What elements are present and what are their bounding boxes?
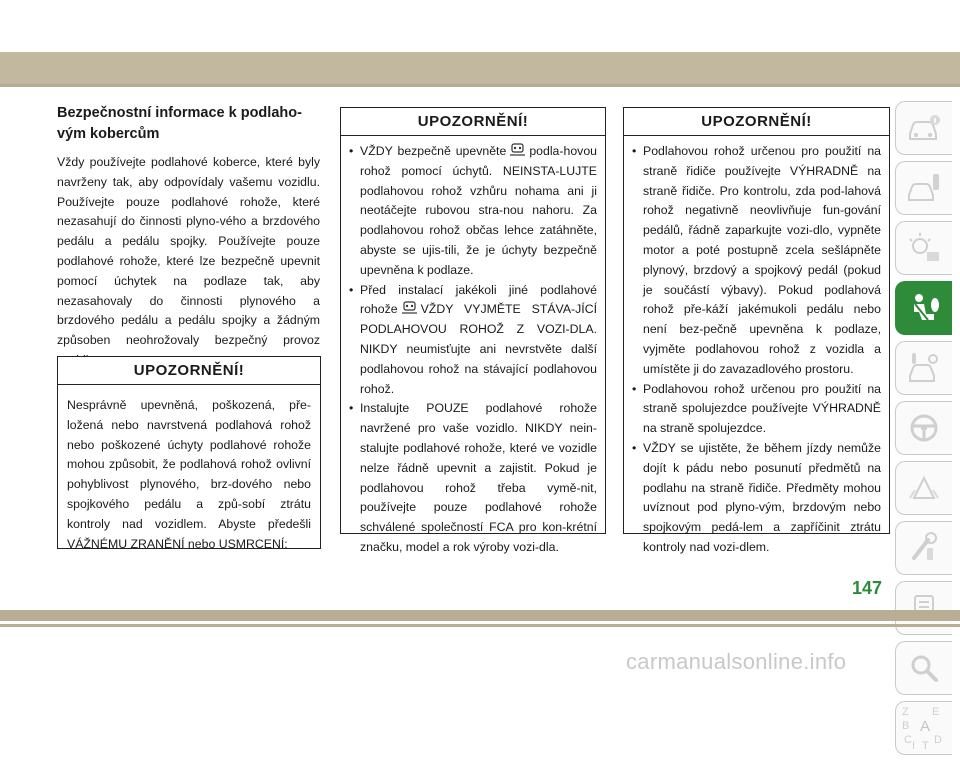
list-item: • VŽDY bezpečně upevněte podla-hovou rohož pomocí úchytů. NEINSTA-LUJTE podlahovou rohož vzhůru nohama ani ji neotáčejte rubovou stra-nou nahoru. Za podlahovou rohož občas lehce zatáhněte, abyste se ujis-tili, že je úchyty bezpečně upevněna k podlaze. <box>347 142 597 281</box>
index-letter: C <box>904 734 912 746</box>
list-item: • Podlahovou rohož určenou pro použití na straně řidiče používejte VÝHRADNĚ na straně řidiče. Pro kontrolu, zda pod-lahová rohož negativně neovlivňuje fun-gování pedálů, řádně zaparkujte vozi-dlo, vypněte motor a poté postupně zcela sešlápněte plynový, brzdový a spojkový pedál (pokud je součástí výbavy). Pokud podlahová rohož pře-káží jakémukoli pedálu nebo není bez-pečně upevněna k podlaze, vyjměte podlahovou rohož z vozidla a umístěte ji do zavazadlového prostoru. <box>630 142 881 380</box>
section-body: Vždy používejte podlahové koberce, které byly navrženy tak, aby odpovídaly vašemu vozidlu. Používejte pouze podlahové rohože, které nezasahují do činnosti plyno-vého a brzdového pedálu a pedálu spojky. Používejte pouze podlahové rohože, které lze bezpečně upevnit pomocí úchytek na podlaze tak, aby nezasahovaly do činnosti plynového a brzdového pedálu a pedálu spojky a žádným způsoben neohrožovaly bezpečný provoz <box>57 155 320 348</box>
warning-title: UPOZORNĚNÍ! <box>58 357 320 385</box>
tab-emergency[interactable] <box>895 461 952 515</box>
warning-list <box>630 142 881 558</box>
seatbelt-airbag-icon <box>906 290 942 326</box>
tab-safety[interactable] <box>895 281 952 335</box>
header-band <box>0 52 960 84</box>
warning-body <box>624 136 889 558</box>
warning-box-3 <box>623 107 890 554</box>
car-info-icon <box>906 110 942 146</box>
dashboard-lights-icon <box>906 230 942 266</box>
watermark: carmanualsonline.info <box>626 649 847 674</box>
tab-car-info[interactable] <box>895 101 952 155</box>
steering-wheel-icon <box>906 410 942 446</box>
warning-title: UPOZORNĚNÍ! <box>341 108 605 136</box>
header-rule <box>0 84 960 87</box>
warning-list <box>347 142 597 558</box>
list-item: • Instalujte POUZE podlahové rohože navržené pro vaše vozidlo. NIKDY nein-stalujte podlahové rohože, které ve vozidle nelze řádně upevnit a zajistit. Pokud je podlahovou rohož třeba vymě-nit, používejte pouze podlahové rohože schválené společností FCA pro kon-krétní značku, model a rok výroby vozi-dla. <box>347 399 597 557</box>
list-item: • Podlahovou rohož určenou pro použití na straně spolujezdce používejte VÝHRADNĚ na straně spolujezdce. <box>630 380 881 439</box>
list-item: • Před instalací jakékoli jiné podlahové rohože VŽDY VYJMĚTE STÁVA-JÍCÍ PODLAHOVOU ROHOŽ Z VOZI-DLA. NIKDY neumisťujte ani nevrstvěte další podlahovou rohož na stávající podlahovou rohož. <box>347 281 597 400</box>
index-letter: D <box>934 734 942 746</box>
tab-dashboard-lights[interactable] <box>895 221 952 275</box>
car-key-icon <box>906 170 942 206</box>
section-title: Bezpečnostní informace k podlaho- vým kobercům <box>57 105 302 142</box>
floor-mat-icon <box>508 143 527 157</box>
chapter-tabs <box>895 101 952 761</box>
tab-maintenance[interactable] <box>895 521 952 575</box>
index-letter: Z <box>902 706 909 718</box>
tab-car-key[interactable] <box>895 161 952 215</box>
footer-band <box>0 610 960 621</box>
index-letter: T <box>922 740 929 752</box>
warning-triangle-icon <box>906 470 942 506</box>
footer-rule <box>0 624 960 627</box>
tab-search[interactable] <box>895 641 952 695</box>
warning-body <box>341 136 605 558</box>
list-item: • VŽDY se ujistěte, že během jízdy nemůže dojít k pádu nebo posunutí předmětů na podlahu na straně řidiče. Předměty mohou uvíznout pod plyno-vým, brzdovým nebo spojkovým pedá-lem a zapříčinit ztrátu kontroly nad vozi-dlem. <box>630 439 881 558</box>
tab-car-service[interactable] <box>895 341 952 395</box>
floor-mat-safety-section <box>57 103 320 371</box>
warning-title: UPOZORNĚNÍ! <box>624 108 889 136</box>
index-letter: I <box>912 740 916 752</box>
index-letter: E <box>932 706 940 718</box>
tab-steering[interactable] <box>895 401 952 455</box>
warning-box-1 <box>57 356 321 549</box>
search-icon <box>906 650 942 686</box>
page-number: 147 <box>852 578 883 598</box>
car-service-icon <box>906 350 942 386</box>
warning-body: Nesprávně upevněná, poškozená, pře-ložená nebo navrstvená podlahová rohož nebo poškozené úchyty podlahové rohože mohou způsobit, že podlahová rohož ovlivní pohyblivost plynového, brz-dového nebo spojkového pedálu a způ-sobí ztrátu kontroly nad vozidlem. Abyste předešli VÁŽNÉMU ZRANĚNÍ nebo USMRCENÍ: <box>67 398 311 551</box>
warning-box-2 <box>340 107 606 554</box>
floor-mat-icon <box>400 301 419 315</box>
tab-index[interactable] <box>895 701 952 755</box>
tools-icon <box>906 530 942 566</box>
index-letter: B <box>902 720 910 732</box>
index-letter: A <box>920 718 931 735</box>
